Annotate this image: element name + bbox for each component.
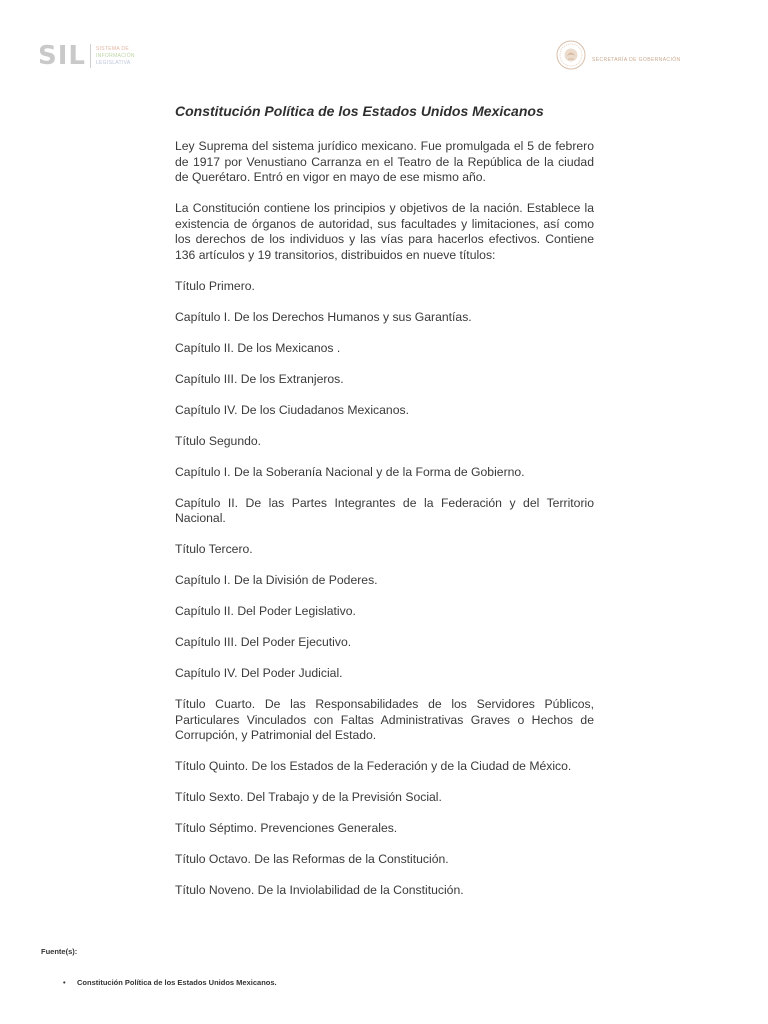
source-item[interactable] — [63, 977, 741, 989]
toc-item: Capítulo I. De los Derechos Humanos y sus Garantías. — [175, 309, 472, 324]
sil-logo-line: SISTEMA DE — [95, 45, 129, 52]
toc-item: Capítulo IV. De los Ciudadanos Mexicanos. — [175, 402, 409, 417]
page-title: Constitución Política de los Estados Unidos Mexicanos — [175, 103, 544, 119]
sil-logo-line: LEGISLATIVA — [95, 59, 131, 66]
toc-item: Título Séptimo. Prevenciones Generales. — [175, 821, 398, 835]
national-seal-icon — [556, 40, 586, 70]
sil-logo-subtitle — [96, 46, 135, 67]
toc-item: Título Cuarto. De las Responsabilidades de los Servidores Públicos, Particulares Vinculados con Faltas Administrativas Graves o Hechos de Corrupción, y Patrimonial del Estado. — [175, 697, 594, 742]
toc-item: Capítulo II. De las Partes Integrantes de la Federación y del Territorio Nacional. — [175, 495, 594, 525]
segob-label: SECRETARÍA DE GOBERNACIÓN — [592, 57, 681, 63]
toc-item: Capítulo II. Del Poder Legislativo. — [175, 604, 356, 618]
sources-section — [41, 946, 741, 989]
toc-item: Título Segundo. — [175, 433, 262, 448]
description-paragraph: La Constitución contiene los principios y objetivos de la nación. Establece la existencia de órganos de autoridad, sus facultades y limitaciones, así como los derechos de los individuos y las vías para hacerlos efectivos. Contiene 136 artículos y 19 transitorios, distribuidos en nueve títulos: — [175, 201, 594, 262]
toc-item: Título Sexto. Del Trabajo y de la Previsión Social. — [175, 790, 442, 804]
sources-label: Fuente(s): — [41, 947, 78, 956]
toc-item: Capítulo III. De los Extranjeros. — [175, 371, 344, 386]
toc-item: Capítulo II. De los Mexicanos . — [175, 340, 341, 355]
logo-divider — [90, 44, 91, 68]
sil-logo — [38, 40, 135, 72]
toc-item: Capítulo I. De la Soberanía Nacional y de la Forma de Gobierno. — [175, 464, 525, 479]
toc-item: Capítulo IV. Del Poder Judicial. — [175, 666, 343, 680]
sil-logo-line: INFORMACIÓN — [95, 52, 135, 59]
toc-item: Título Octavo. De las Reformas de la Constitución. — [175, 852, 449, 866]
page-header — [0, 0, 768, 100]
sources-list — [63, 977, 741, 989]
toc-item: Título Noveno. De la Inviolabilidad de la Constitución. — [175, 883, 464, 897]
segob-logo — [556, 38, 681, 72]
toc-item: Capítulo I. De la División de Poderes. — [175, 573, 378, 587]
toc-item: Título Quinto. De los Estados de la Federación y de la Ciudad de México. — [175, 759, 572, 773]
source-item-label: Constitución Política de los Estados Unidos Mexicanos. — [77, 978, 277, 987]
intro-paragraph: Ley Suprema del sistema jurídico mexicano. Fue promulgada el 5 de febrero de 1917 por Venustiano Carranza en el Teatro de la República de la ciudad de Querétaro. Entró en vigor en mayo de ese mismo año. — [175, 139, 594, 184]
sil-logo-icon: SIL — [38, 41, 86, 71]
toc-item: Título Tercero. — [175, 542, 253, 556]
bullet-icon: • — [63, 978, 66, 987]
toc-item: Título Primero. — [175, 278, 255, 293]
toc-item: Capítulo III. Del Poder Ejecutivo. — [175, 635, 352, 649]
document-body — [175, 100, 594, 914]
